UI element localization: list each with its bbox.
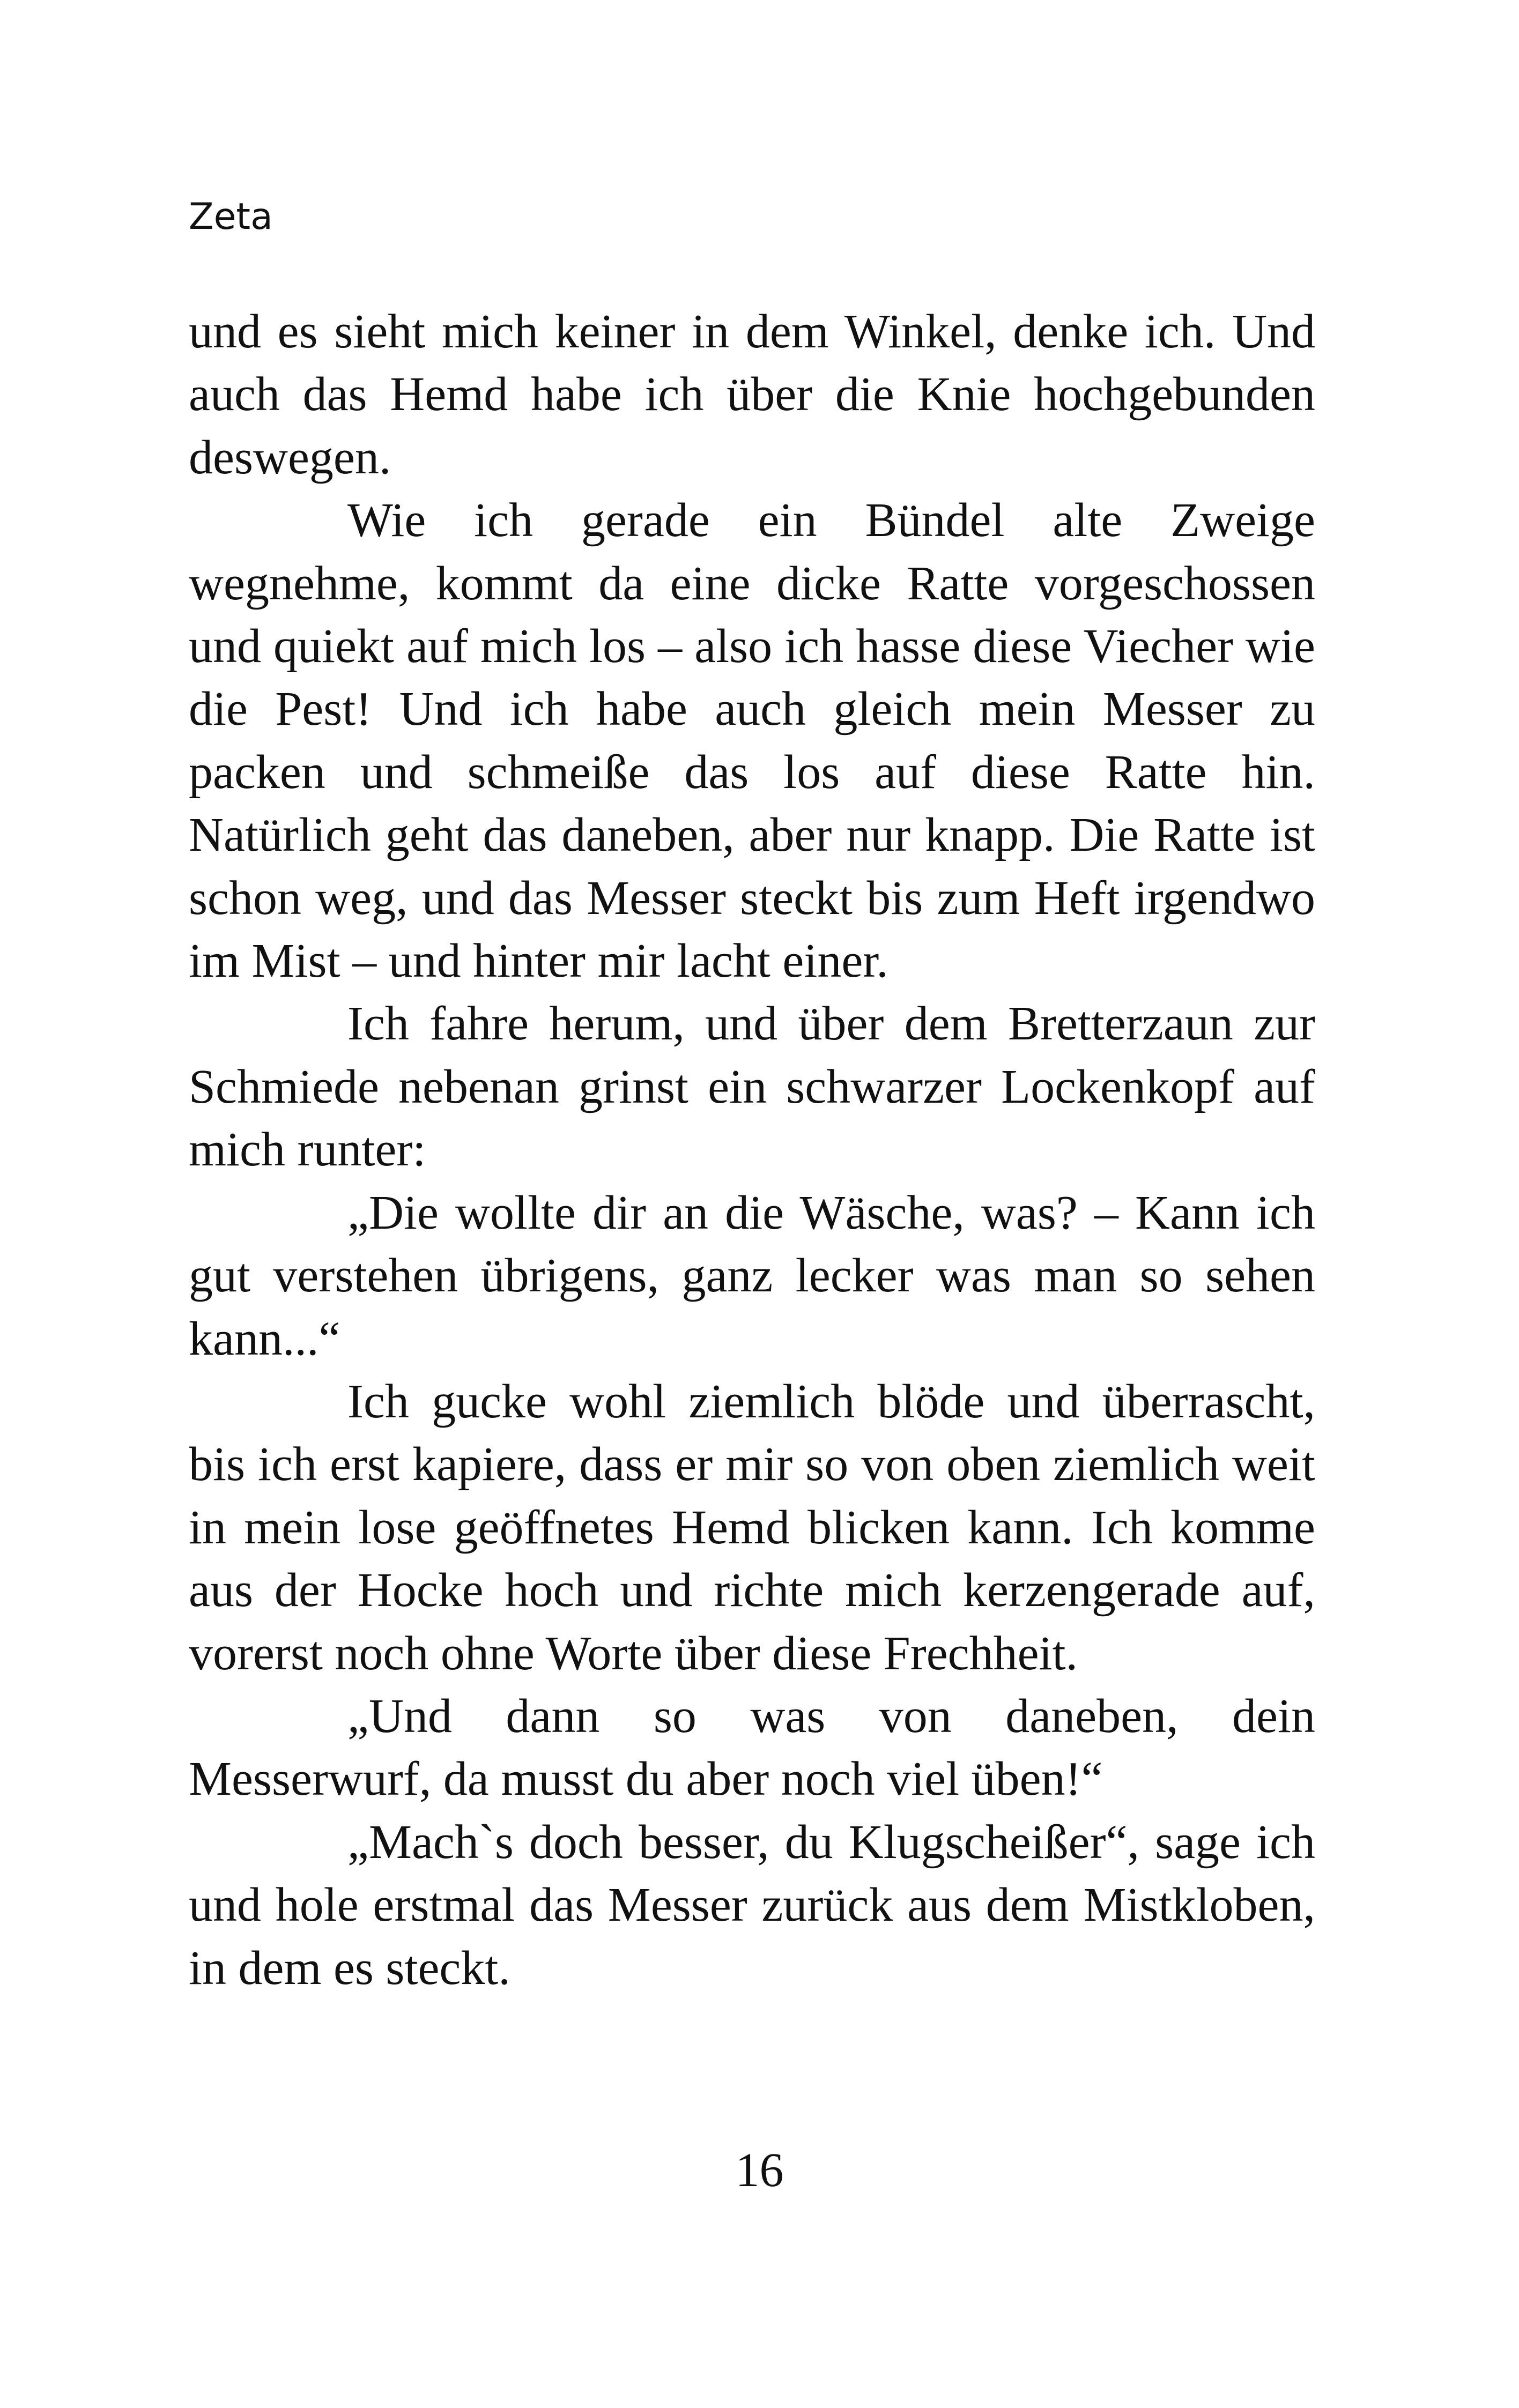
page-number: 16	[735, 2144, 784, 2197]
paragraph: Ich fahre herum, und über dem Bretterzaun zur Schmiede nebenan grinst ein schwarzer Lockenkopf auf mich runter:	[189, 997, 1315, 1177]
paragraph: „Und dann so was von daneben, dein Messerwurf, da musst du aber noch viel üben!“	[189, 1689, 1315, 1806]
paragraph: Wie ich gerade ein Bündel alte Zweige wegnehme, kommt da eine dicke Ratte vorgeschossen und quiekt auf mich los – also ich hasse diese Viecher wie die Pest! Und ich habe auch gleich mein Messer zu packen und schmeiße das los auf diese Ratte hin. Natürlich geht das daneben, aber nur knapp. Die Ratte ist schon weg, und das Messer steckt bis zum Heft irgendwo im Mist – und hinter mir lacht einer.	[189, 494, 1315, 988]
paragraph: und es sieht mich keiner in dem Winkel, denke ich. Und auch das Hemd habe ich über die Knie hochgebunden deswegen.	[189, 305, 1315, 484]
paragraph: „Mach`s doch besser, du Klugscheißer“, sage ich und hole erstmal das Messer zurück aus dem Mistkloben, in dem es steckt.	[189, 1815, 1315, 1995]
paragraph: „Die wollte dir an die Wäsche, was? – Kann ich gut verstehen übrigens, ganz lecker was man so sehen kann...“	[189, 1186, 1315, 1365]
body-text	[189, 300, 1315, 2000]
running-head: Zeta	[189, 196, 273, 238]
paragraph: Ich gucke wohl ziemlich blöde und überrascht, bis ich erst kapiere, dass er mir so von oben ziemlich weit in mein lose geöffnetes Hemd blicken kann. Ich komme aus der Hocke hoch und richte mich kerzengerade auf, vorerst noch ohne Worte über diese Frechheit.	[189, 1374, 1315, 1680]
